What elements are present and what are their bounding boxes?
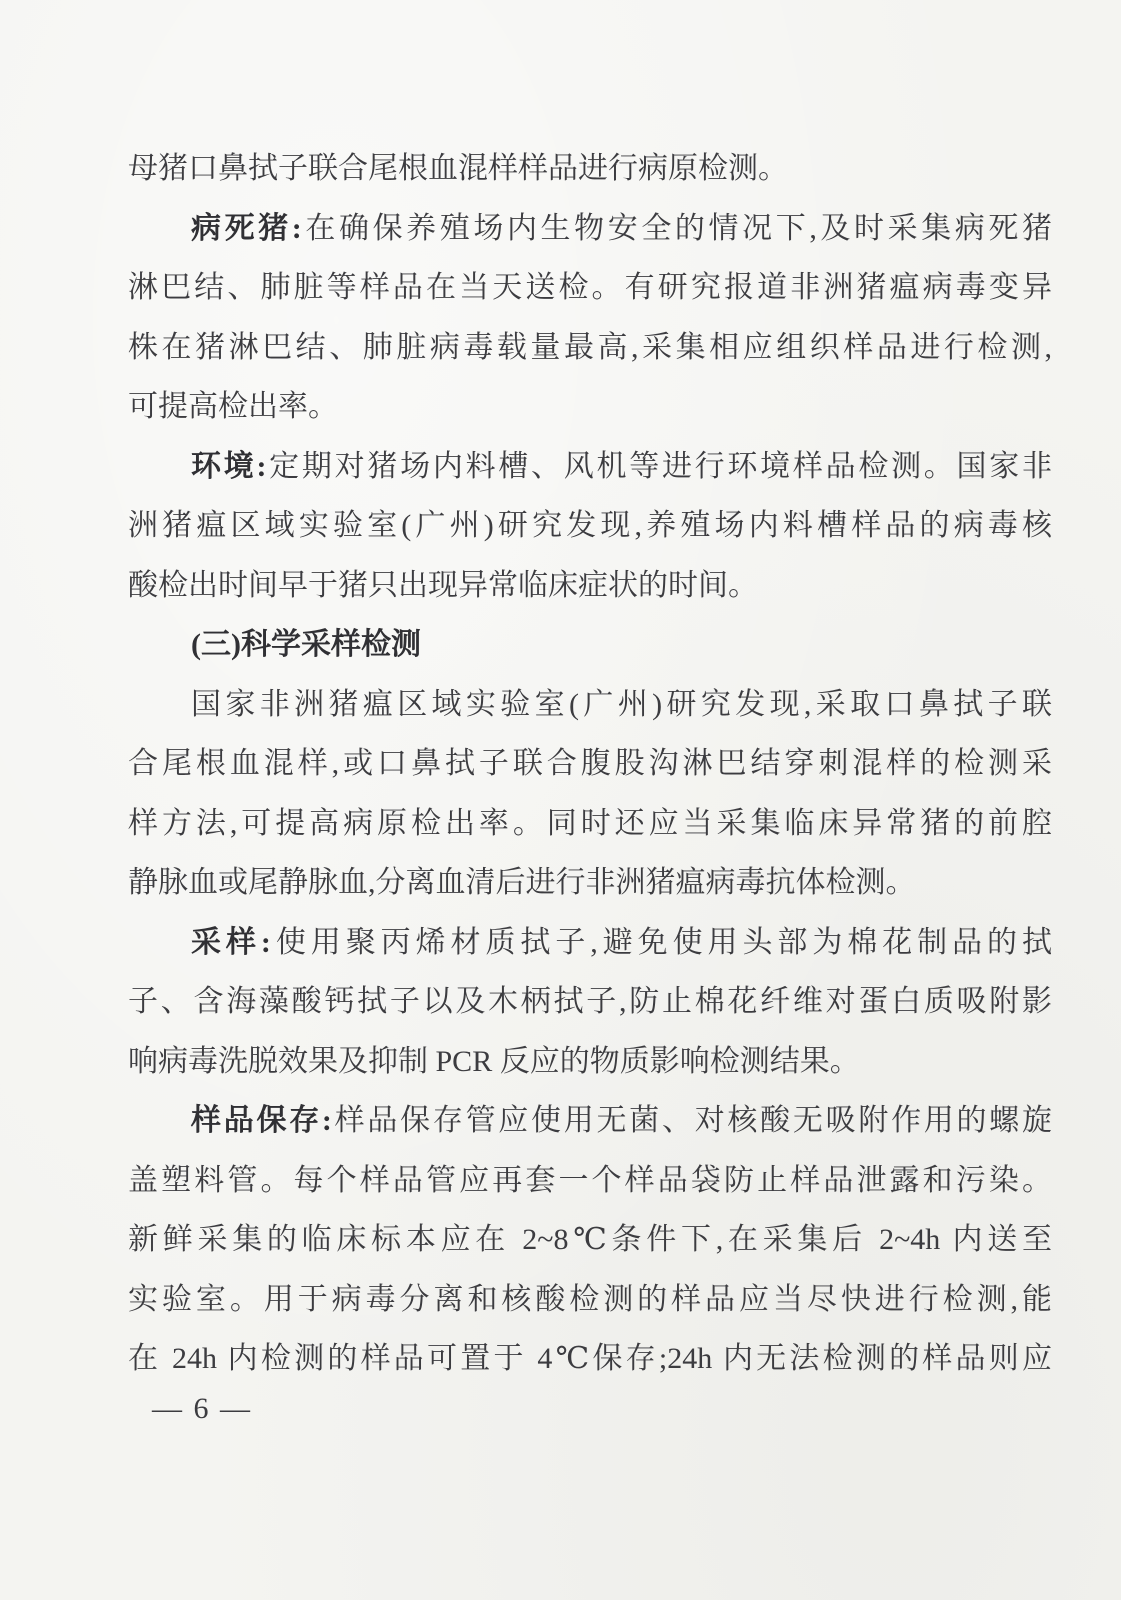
line-text: 合尾根血混样,或口鼻拭子联合腹股沟淋巴结穿刺混样的检测采: [128, 747, 1052, 780]
text-line: [128, 1091, 1052, 1151]
line-text: 可提高检出率。: [128, 390, 338, 423]
text-line: [128, 139, 1052, 199]
lead-in-label: 环境:: [191, 449, 267, 483]
text-line: [128, 1270, 1052, 1330]
text-line: [128, 913, 1052, 973]
text-line: [128, 496, 1052, 556]
page-number: — 6 —: [152, 1392, 252, 1425]
text-line: [128, 794, 1052, 854]
line-text: 酸检出时间早于猪只出现异常临床症状的时间。: [128, 568, 758, 602]
text-line: [128, 734, 1052, 794]
text-line: [128, 1329, 1052, 1389]
text-line: [128, 972, 1052, 1032]
line-text: 在 24h 内检测的样品可置于 4℃保存;24h 内无法检测的样品则应: [128, 1342, 1052, 1375]
line-text: 国家非洲猪瘟区域实验室(广州)研究发现,采取口鼻拭子联: [191, 687, 1052, 721]
text-line: [128, 437, 1052, 497]
body-text: [128, 139, 1052, 1389]
text-line: [128, 556, 1052, 616]
text-line: [128, 199, 1052, 259]
lead-in-label: 病死猪:: [191, 211, 302, 245]
line-text: 定期对猪场内料槽、风机等进行环境样品检测。国家非: [266, 449, 1052, 483]
line-text: 在确保养殖场内生物安全的情况下,及时采集病死猪: [301, 211, 1052, 245]
lead-in-label: 样品保存:: [191, 1104, 332, 1137]
lead-in-label: (三)科学采样检测: [191, 628, 421, 661]
text-line: [128, 1151, 1052, 1211]
line-text: 样品保存管应使用无菌、对核酸无吸附作用的螺旋: [331, 1104, 1052, 1137]
line-text: 新鲜采集的临床标本应在 2~8℃条件下,在采集后 2~4h 内送至: [128, 1223, 1052, 1256]
line-text: 静脉血或尾静脉血,分离血清后进行非洲猪瘟病毒抗体检测。: [128, 866, 916, 899]
line-text: 盖塑料管。每个样品管应再套一个样品袋防止样品泄露和污染。: [128, 1163, 1052, 1197]
text-line: [128, 318, 1052, 378]
lead-in-label: 采样:: [191, 925, 271, 959]
text-line: [128, 675, 1052, 735]
line-text: 实验室。用于病毒分离和核酸检测的样品应当尽快进行检测,能: [128, 1282, 1052, 1316]
text-line: [128, 615, 1052, 675]
text-line: [128, 377, 1052, 437]
text-line: [128, 853, 1052, 913]
line-text: 响病毒洗脱效果及抑制 PCR 反应的物质影响检测结果。: [128, 1044, 860, 1078]
line-text: 样方法,可提高病原检出率。同时还应当采集临床异常猪的前腔: [128, 806, 1052, 840]
line-text: 淋巴结、肺脏等样品在当天送检。有研究报道非洲猪瘟病毒变异: [128, 271, 1052, 304]
line-text: 子、含海藻酸钙拭子以及木柄拭子,防止棉花纤维对蛋白质吸附影: [128, 985, 1052, 1018]
text-line: [128, 1210, 1052, 1270]
text-line: [128, 1032, 1052, 1092]
line-text: 株在猪淋巴结、肺脏病毒载量最高,采集相应组织样品进行检测,: [128, 330, 1052, 364]
line-text: 洲猪瘟区域实验室(广州)研究发现,养殖场内料槽样品的病毒核: [128, 509, 1052, 542]
text-line: [128, 258, 1052, 318]
line-text: 使用聚丙烯材质拭子,避免使用头部为棉花制品的拭: [270, 925, 1052, 959]
line-text: 母猪口鼻拭子联合尾根血混样样品进行病原检测。: [128, 152, 788, 185]
